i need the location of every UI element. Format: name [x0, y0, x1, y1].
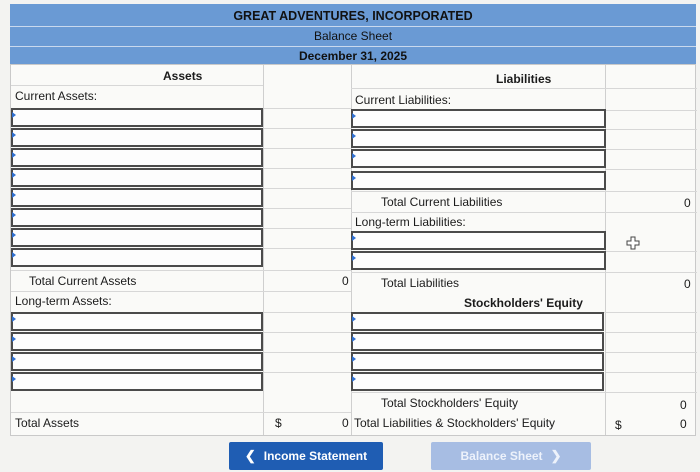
statement-date: December 31, 2025 [298, 49, 408, 63]
total-current-assets-value: 0 [342, 274, 349, 288]
row-divider [11, 291, 351, 292]
header-divider [10, 46, 696, 47]
row-divider [264, 372, 351, 373]
row-divider [606, 149, 697, 150]
row-divider [264, 332, 351, 333]
total-assets-currency: $ [275, 416, 282, 430]
equity-name-input[interactable] [351, 352, 604, 371]
row-divider [351, 88, 697, 89]
equity-name-input[interactable] [351, 372, 604, 391]
row-divider [264, 148, 351, 149]
row-divider [11, 412, 351, 413]
current-liability-name-input[interactable] [351, 109, 606, 128]
company-name: GREAT ADVENTURES, INCORPORATED [233, 9, 473, 23]
long-term-asset-name-input[interactable] [11, 352, 263, 371]
balance-sheet-table [10, 64, 696, 436]
current-asset-name-input[interactable] [11, 228, 263, 247]
long-term-assets-label: Long-term Assets: [15, 294, 112, 308]
header-divider [10, 26, 696, 27]
current-asset-name-input[interactable] [11, 108, 263, 127]
equity-name-input[interactable] [351, 332, 604, 351]
chevron-right-icon: ❯ [550, 448, 562, 463]
income-statement-button[interactable] [229, 442, 383, 470]
total-liabilities-value: 0 [684, 277, 691, 291]
row-divider [264, 352, 351, 353]
total-current-liabilities-label: Total Current Liabilities [381, 195, 503, 209]
row-divider [606, 332, 697, 333]
current-asset-name-input[interactable] [11, 148, 263, 167]
total-liab-equity-value: 0 [680, 417, 687, 431]
long-term-asset-name-input[interactable] [11, 372, 263, 391]
row-divider [264, 108, 351, 109]
long-term-liabilities-label: Long-term Liabilities: [355, 215, 466, 229]
row-divider [264, 312, 351, 313]
total-assets-value: 0 [342, 416, 349, 430]
prev-button-label: Income Statement [263, 449, 368, 463]
current-asset-name-input[interactable] [11, 128, 263, 147]
row-divider [264, 228, 351, 229]
move-cursor-icon [626, 236, 640, 250]
row-divider [264, 168, 351, 169]
chevron-left-icon: ❮ [244, 448, 256, 463]
total-liab-equity-label: Total Liabilities & Stockholders' Equity [354, 416, 556, 430]
current-asset-name-input[interactable] [11, 248, 263, 267]
long-term-liability-name-input[interactable] [351, 231, 606, 250]
row-divider [264, 128, 351, 129]
equity-heading: Stockholders' Equity [464, 296, 583, 310]
statement-title: Balance Sheet [313, 29, 393, 43]
row-divider [264, 248, 351, 249]
row-divider [606, 129, 697, 130]
equity-name-input[interactable] [351, 312, 604, 331]
total-liabilities-label: Total Liabilities [381, 276, 460, 290]
current-liability-name-input[interactable] [351, 129, 606, 148]
row-divider [351, 191, 697, 192]
row-divider [264, 208, 351, 209]
total-equity-value: 0 [680, 398, 687, 412]
current-asset-name-input[interactable] [11, 208, 263, 227]
row-divider [11, 270, 351, 271]
long-term-asset-name-input[interactable] [11, 312, 263, 331]
row-divider [11, 85, 263, 86]
row-divider [606, 372, 697, 373]
assets-heading: Assets [163, 69, 203, 83]
row-divider [351, 272, 697, 273]
current-liability-name-input[interactable] [351, 171, 606, 190]
row-divider [264, 188, 351, 189]
row-divider [606, 169, 697, 170]
total-equity-label: Total Stockholders' Equity [381, 396, 519, 410]
long-term-liability-name-input[interactable] [351, 251, 606, 270]
liabilities-heading: Liabilities [496, 72, 552, 86]
current-liabilities-label: Current Liabilities: [355, 93, 452, 107]
current-assets-label: Current Assets: [15, 89, 98, 103]
balance-sheet-button[interactable] [431, 442, 591, 470]
long-term-asset-name-input[interactable] [11, 332, 263, 351]
column-divider [263, 65, 264, 435]
total-current-assets-label: Total Current Assets [29, 274, 137, 288]
row-divider [351, 392, 697, 393]
current-liability-name-input[interactable] [351, 149, 606, 168]
current-asset-name-input[interactable] [11, 168, 263, 187]
row-divider [351, 212, 697, 213]
total-assets-label: Total Assets [15, 416, 80, 430]
statement-header [10, 4, 696, 64]
current-asset-name-input[interactable] [11, 188, 263, 207]
next-button-label: Balance Sheet [460, 449, 543, 463]
row-divider [606, 352, 697, 353]
row-divider [606, 251, 697, 252]
total-liab-equity-currency: $ [615, 418, 622, 432]
total-current-liabilities-value: 0 [684, 196, 691, 210]
